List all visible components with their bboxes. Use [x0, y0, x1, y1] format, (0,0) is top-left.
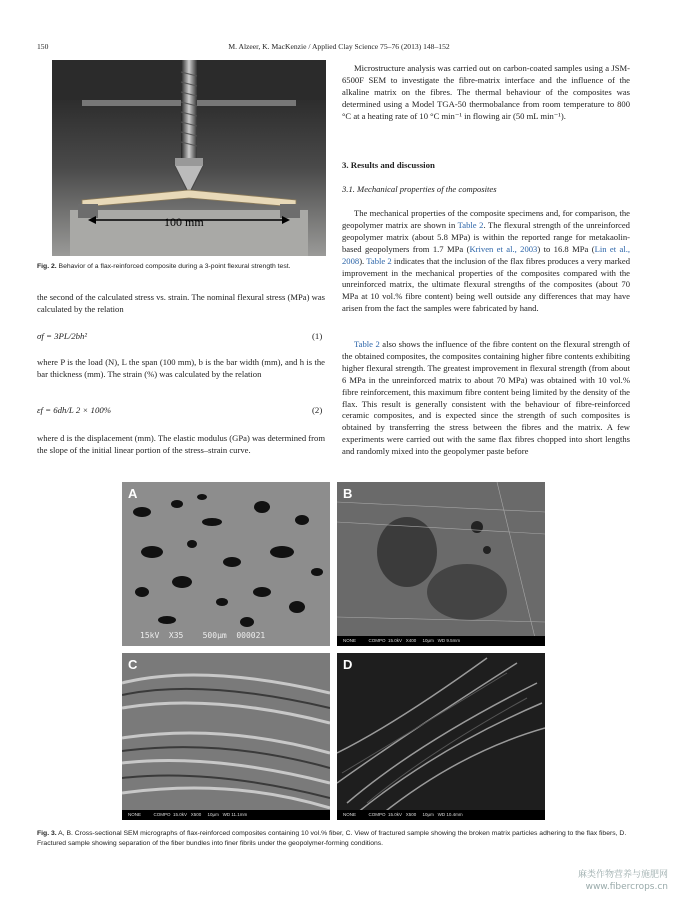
panel-label-c: C: [128, 657, 138, 672]
equation-1: σf = 3PL/2bh²: [37, 331, 88, 341]
table-2-link[interactable]: Table 2: [354, 339, 380, 349]
lin-citation-link[interactable]: Lin et al., 2008: [342, 243, 631, 266]
section-title: 3. Results and discussion: [342, 160, 435, 170]
sem-panel-d: [337, 653, 545, 820]
figure-2-photo: [52, 60, 326, 256]
panel-label-b: B: [343, 486, 353, 501]
subsection-title: 3.1. Mechanical properties of the composites: [342, 184, 497, 194]
left-column-para-3: where d is the displacement (mm). The elastic modulus (GPa) was determined from the slope of the initial linear portion of the stress–strain curve.: [37, 433, 325, 455]
panel-label-d: D: [343, 657, 353, 672]
sem-image-b: [337, 482, 545, 646]
text-segment: ).: [359, 255, 367, 266]
right-column-para-1: [342, 63, 630, 123]
caption-text: Behavior of a flax-reinforced composite during a 3-point flexural strength test.: [58, 263, 291, 270]
equation-1-number: (1): [312, 331, 323, 341]
text-segment: . The flexural strength of the unreinforced geopolymer matrix (about 5.8 MPa) is within the reported range for metakaolin-based geopolymers from 1.7 MPa (: [342, 219, 630, 254]
caption-label: Fig. 3.: [37, 830, 57, 837]
sem-image-d: [337, 653, 545, 820]
panel-d-databar: NONE COMPO 15.0kV X500 10μm WD 10.4mm: [337, 810, 545, 820]
watermark-line-2: www.fibercrops.cn: [585, 882, 668, 892]
text-segment: The mechanical properties of the composite specimens and, for comparison, the geopolymer matrix are shown in: [342, 208, 630, 230]
left-column-para-2: where P is the load (N), L the span (100 mm), b is the bar width (mm), and h is the bar thickness (mm). The strain (%) was calculated by the relation: [37, 357, 325, 379]
sem-image-a: [122, 482, 330, 646]
sem-panel-c: [122, 653, 330, 820]
left-column-para-1: the second of the calculated stress vs. strain. The nominal flexural stress (MPa) was calculated by the relation: [37, 292, 325, 314]
equation-2: εf = 6dh/L 2 × 100%: [37, 405, 112, 415]
watermark-line-1: 麻类作物营养与施肥网: [577, 870, 668, 880]
text-segment: also shows the influence of the fibre content on the flexural strength of the obtained composites, the composites containing higher fibre contents exhibiting higher flexural strength. The greatest improvement in flexural strength (from about 6 MPa in the unreinforced matrix to about 70 MPa) was obtained with 10 vol.% fibre reinforcement, this maximum fibre content being limited by the density of the flax. This result is generally consistent with the behaviour of fibre-reinforced ceramic composites, and is expected since the strength of such composites is obtained by transferring the stress between the fibres and the matrix. A few experiments were carried out with the same flax fibres chopped into short lengths and randomly mixed into the geopolymer paste before: [342, 339, 630, 457]
methods-paragraph: Microstructure analysis was carried out on carbon-coated samples using a JSM-6500F SEM to investigate the fibre-matrix interface and the influence of the alkaline matrix on the fibres. The thermal behaviour of the composites was determined using a Model TGA-50 thermobalance from room temperature to 800 °C at a heating rate of 10 °C min⁻¹ in flowing air (50 mL min⁻¹).: [342, 63, 630, 121]
right-column-para-2: [342, 208, 630, 315]
sem-image-c: [122, 653, 330, 820]
panel-label-a: A: [128, 486, 138, 501]
figure-2-caption: [37, 262, 329, 272]
panel-c-databar: NONE COMPO 15.0kV X500 10μm WD 11.1mm: [122, 810, 330, 820]
running-head: M. Alzeer, K. MacKenzie / Applied Clay Science 75–76 (2013) 148–152: [228, 42, 450, 51]
right-column-para-3: [342, 339, 630, 458]
figure-3-caption: [37, 829, 633, 848]
equation-2-number: (2): [312, 405, 323, 415]
text-segment: ) to 16.8 MPa (: [537, 243, 595, 254]
caption-text: A, B. Cross-sectional SEM micrographs of flax-reinforced composites containing 10 vol.% fiber, C. View of fractured sample showing the broken matrix particles adhering to the flax fibers, D. Fractured sample showing separation of the fiber bundles into finer fibrils under the geopolymer-forming conditions.: [37, 830, 627, 847]
table-2-link[interactable]: Table 2: [366, 255, 392, 266]
caption-label: Fig. 2.: [37, 263, 57, 270]
scale-label: 100 mm: [164, 215, 204, 229]
site-watermark: [578, 869, 668, 893]
kriven-citation-link[interactable]: Kriven et al., 2003: [469, 243, 538, 254]
table-2-link[interactable]: Table 2: [457, 219, 484, 230]
sem-panel-b: [337, 482, 545, 646]
text-segment: indicates that the inclusion of the flax fibres produces a very marked improvement in the mechanical properties of the composites compared with the unreinforced matrix, the ultimate flexural strengths of the composites (about 70 MPa at 10 vol.% fibre content) being well outside any differences that may have arisen from the fact the samples were fabricated by hand.: [342, 255, 630, 314]
panel-b-databar: NONE COMPO 15.0kV X400 10μm WD 9.5mm: [337, 636, 545, 646]
page-number: 150: [37, 42, 49, 51]
sem-panel-a: [122, 482, 330, 646]
panel-a-databar: 15kV X35 500μm 000021: [140, 631, 266, 640]
